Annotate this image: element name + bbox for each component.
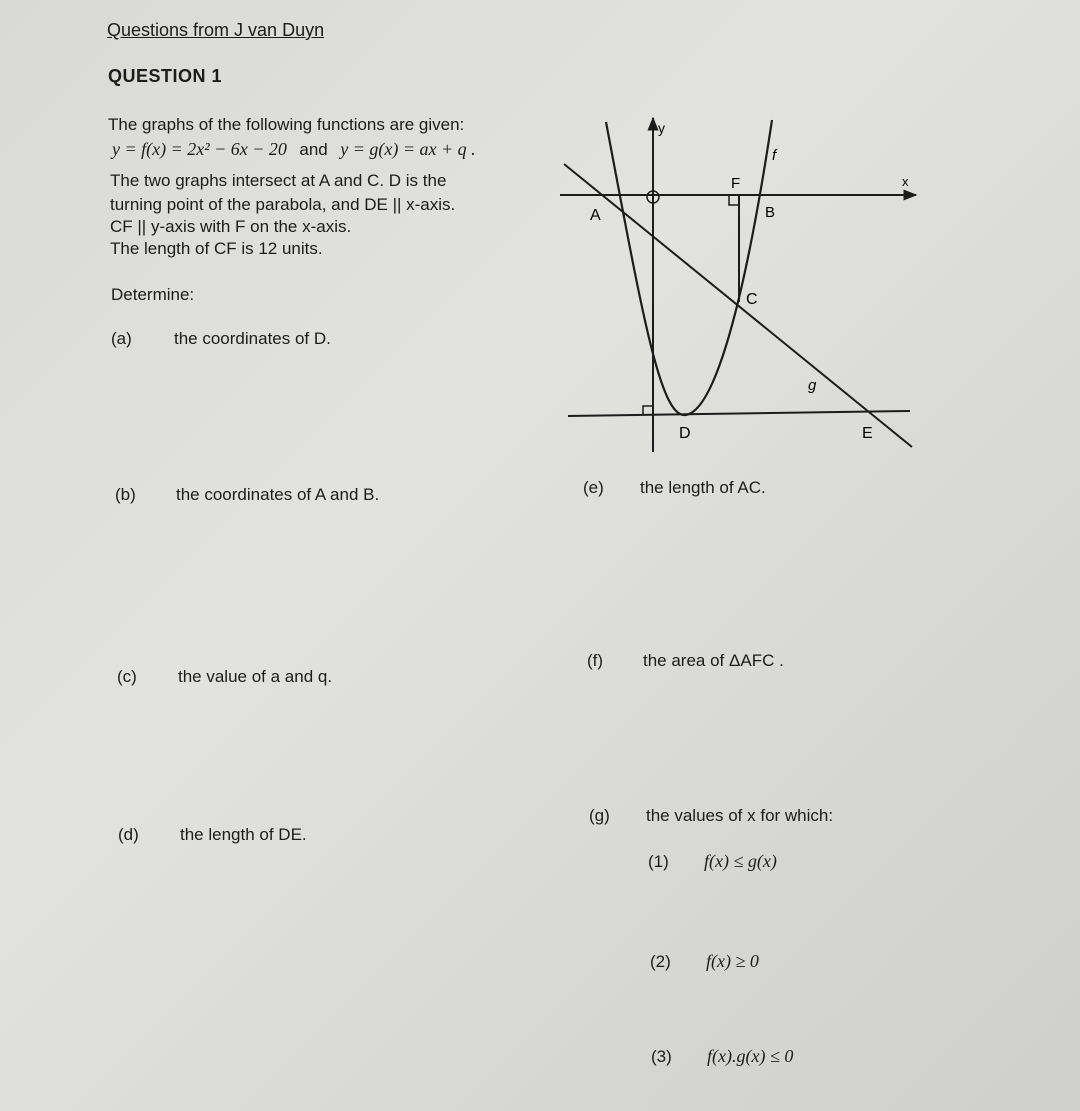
intro-function-definitions: [112, 139, 476, 161]
page-header: Questions from J van Duyn: [107, 20, 325, 40]
subpart-expression: f(x).g(x) ≤ 0: [707, 1046, 794, 1066]
right-angle-mark-d: [643, 406, 653, 415]
label-f-point: F: [731, 175, 741, 192]
label-d: D: [679, 425, 691, 442]
determine-label: Determine:: [111, 285, 195, 304]
label-c: C: [746, 291, 758, 308]
intro-and: and: [299, 140, 328, 159]
intro-line-3: The two graphs intersect at A and C. D is the: [110, 171, 447, 190]
line-de: [568, 411, 910, 416]
part-text: the area of ΔAFC .: [643, 651, 784, 670]
label-g: g: [808, 377, 817, 394]
intro-line-4: turning point of the parabola, and DE || x-axis.: [110, 195, 456, 214]
f-definition: y = f(x) = 2x² − 6x − 20: [112, 139, 287, 159]
parabola-f: [606, 120, 772, 415]
function-sketch-graph: [560, 112, 920, 457]
part-d: [118, 824, 307, 846]
part-text: the length of DE.: [180, 825, 307, 844]
part-label: (b): [115, 485, 136, 504]
part-a: [111, 328, 331, 350]
question-title: QUESTION 1: [108, 66, 223, 86]
part-text: the value of a and q.: [178, 667, 333, 686]
label-b: B: [765, 204, 776, 221]
intro-line-1: The graphs of the following functions are given:: [108, 115, 465, 134]
right-angle-mark-f: [729, 195, 739, 205]
part-label: (a): [111, 329, 132, 348]
part-text: the coordinates of A and B.: [176, 485, 380, 504]
label-e: E: [862, 425, 873, 442]
part-c: [117, 666, 332, 688]
label-y: y: [658, 120, 665, 136]
intro-line-6: The length of CF is 12 units.: [110, 239, 323, 258]
label-f: f: [772, 147, 777, 164]
part-label: (d): [118, 825, 139, 844]
part-text: the coordinates of D.: [174, 329, 331, 348]
subpart-label: (3): [651, 1047, 672, 1066]
label-x: x: [902, 174, 909, 189]
part-b: [115, 484, 379, 506]
part-e: [583, 477, 766, 499]
subpart-expression: f(x) ≥ 0: [706, 951, 759, 971]
part-label: (c): [117, 667, 137, 686]
subpart-label: (1): [648, 852, 669, 871]
subpart-expression: f(x) ≤ g(x): [704, 851, 777, 871]
part-label: (g): [589, 806, 610, 825]
g-definition: y = g(x) = ax + q .: [340, 139, 476, 159]
label-a: A: [590, 207, 601, 224]
subpart-2: [650, 950, 759, 973]
subpart-3: [651, 1045, 793, 1068]
part-text: the length of AC.: [640, 478, 766, 497]
part-f: [587, 650, 784, 672]
part-label: (f): [587, 651, 604, 670]
part-text: the values of x for which:: [646, 806, 834, 825]
intro-line-5: CF || y-axis with F on the x-axis.: [110, 217, 352, 236]
part-label: (e): [583, 478, 604, 497]
subpart-1: [648, 850, 777, 873]
subpart-label: (2): [650, 952, 671, 971]
part-g: [589, 805, 833, 827]
